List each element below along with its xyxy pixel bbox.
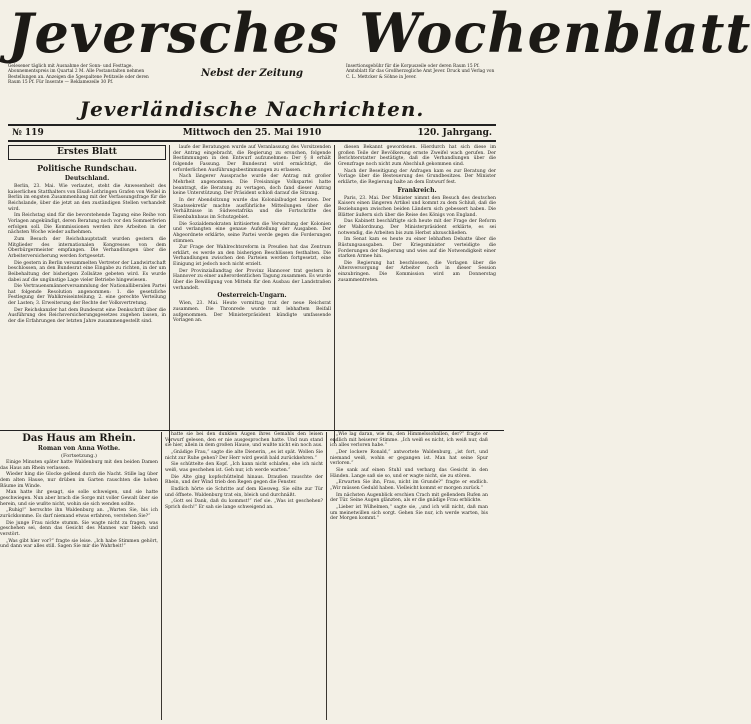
column-divider — [326, 432, 327, 720]
paragraph: „Gott sei Dank, daß du kommst!“ rief sie. „Was ist geschehen? Sprich doch!“ Er sah sie lange schweigend an. — [165, 499, 323, 510]
paragraph: Paris, 23. Mai. Der Minister nimmt den Besuch des deutschen Kaisers einen längeren Artikel und kommt zu dem Schluß, daß die Beziehungen zwischen beiden Ländern sich gebessert haben. Die Blätter äußern sich über die Reise des Königs von England. — [338, 195, 496, 218]
column-divider — [161, 432, 162, 720]
issue-year: 120. Jahrgang. — [417, 128, 492, 138]
masthead-nebst: Nebst der Zeitung — [201, 68, 303, 79]
feuilleton-column-2 — [165, 432, 323, 720]
paragraph: „Was gibt hier vor?“ fragte sie leise. „Ich habe Stimmen gehört, und dann war alles still. Sagen Sie mir die Wahrheit!“ — [0, 538, 158, 550]
paragraph: Die Alte ging kopfschüttelnd hinaus. Draußen rauschte der Rhein, und der Wind trieb den Regen gegen die Fenster. — [165, 474, 323, 486]
paragraph: Im Senat kam es heute zu einer lebhaften Debatte über die Rüstungsausgaben. Der Kriegsminister verteidigte die Forderungen der Regierung und wies auf die Notwendigkeit einer starken Armee hin. — [338, 237, 496, 260]
paragraph: „Erwarten Sie ihn, Frau, nicht im Grunde?“ fragte er endlich. „Wir müssen Geduld haben. Vielleicht kommt er morgen zurück.“ — [330, 480, 488, 491]
paragraph: Der Provinziallandtag der Provinz Hannover trat gestern in Hannover zu einer außerordentlichen Tagung zusammen. Es wurde über die Bewilligung von Mitteln für den Ausbau der Landstraßen verhandelt. — [173, 268, 331, 291]
masthead-subrow — [8, 64, 496, 98]
paragraph: Wien, 23. Mai. Heute vormittag trat der neue Reichsrat zusammen. Die Thronrede wurde mit lebhaftem Beifall aufgenommen. Der Ministerpräsident kündigte umfassende Vorlagen an. — [173, 301, 331, 324]
paragraph: In der Abendsitzung wurde das Kolonialbudget beraten. Der Staatssekretär machte ausführliche Mitteilungen über die Verhältnisse in Südwestafrika und die Fortschritte des Eisenbahnbaus im Schutzgebiet. — [173, 197, 331, 220]
paragraph: Berlin, 23. Mai. Wie verlautet, steht die Anwesenheit des kaiserlichen Statthalters von Elsaß-Lothringen Grafen von Wedel in Berlin im engsten Zusammenhang mit der Verfassungsfrage für die Reichslande, über die jetzt an den zuständigen Stellen verhandelt wird. — [8, 184, 166, 212]
column-divider — [334, 145, 335, 443]
section-france: Frankreich. — [397, 186, 437, 194]
feuilleton-author: Roman von Anna Wothe. — [37, 445, 121, 452]
feuilleton-column-1 — [0, 432, 158, 720]
paragraph: „Gnädige Frau,“ sagte die alte Dienerin, „es ist spät. Wollen Sie nicht zur Ruhe gehen? Der Herr wird gewiß bald zurückkehren.“ — [165, 449, 323, 461]
issue-info-bar — [8, 124, 496, 142]
imprint-right: Insertionsgebühr für die Korpuszeile oder deren Raum 15 Pf. Amtsblatt für das Großherzogliche Amt Jever. Druck und Verlag von C. L. Mettcker & Söhne in Jever. — [346, 64, 495, 80]
paragraph: Sie schüttelte den Kopf. „Ich kann nicht schlafen, ehe ich nicht weiß, was geschehen ist. Geh nur, ich werde warten.“ — [165, 462, 323, 473]
paragraph: Im nächsten Augenblick erschien Crach mit gellendem Rufen an der Tür. Seine Augen glänzten, als er die gnädige Frau erblickte. — [330, 492, 488, 504]
masthead-subtitle: Jeverländische Nachrichten. — [79, 97, 425, 121]
paragraph: Endlich hörte sie Schritte auf dem Kiesweg. Sie eilte zur Tür und öffnete. Waldenburg trat ein, bleich und durchnäßt. — [165, 486, 323, 498]
news-column-2 — [173, 145, 331, 443]
imprint-left: Gelesener täglich mit Ausnahme der Sonn- und Festtage. Abonnementspreis im Quartal 2 M. Alle Postanstalten nehmen Bestellungen an. Anzeigen die 5gespaltene Petitzeile oder deren Raum 15 Pf. Für Inserate — Reklamezeile 30 Pf. — [8, 64, 149, 86]
paragraph: Die Sozialdemokraten kritisierten die Verwaltung der Kolonien und verlangten eine genaue Aufstellung der Ausgaben. Der Abgeordnete erklärte, seine Partei werde gegen die Forderungen stimmen. — [173, 221, 331, 244]
feuilleton-divider — [0, 430, 504, 431]
paragraph: Die gestern in Berlin versammelten Vertreter der Landwirtschaft beschlossen, an den Bundesrat eine Eingabe zu richten, in der um Beibehaltung der bisherigen Zollsätze gebeten wird. Es wurde dabei auf die ungünstige Lage vieler Betriebe hingewiesen. — [8, 260, 166, 283]
paragraph: „Wie lag daran, wie du, den Himmelssohnllen, der?“ fragte er endlich mit heiserer Stimme. „Ich weiß es nicht, ich weiß nur, daß ich alles verloren habe.“ — [330, 432, 488, 449]
column-divider — [169, 145, 170, 443]
feuilleton-section — [0, 432, 504, 722]
paragraph: „Der lockere Ronald,“ antwortete Waldenburg, „ist fort, und niemand weiß, wohin er gegangen ist. Man hat seine Spur verloren.“ — [330, 449, 488, 467]
paragraph: diesen Bekannt gewordenen. Hierdurch hat sich diese im großen Teile der Bevölkerung ernste Zweifel wach gerufen. Der Berichterstatter bestätigte, daß die Verhandlungen über die Grenzfrage noch nicht zum Abschluß gekommen sind. — [338, 145, 496, 167]
news-column-3 — [338, 145, 496, 443]
paragraph: hatte sie bei den dunklen Augen ihres Gemahls den leisen Vorwurf gelesen, den er nie ausgesprochen hatte. Und nun stand sie hier, allein in dem großen Hause, und wußte nicht ein noch aus. — [165, 432, 323, 449]
paragraph: Das Kabinett beschäftigte sich heute mit der Frage der Reform der Wahlordnung. Der Ministerpräsident erklärte, es sei notwendig, die Arbeiten bis zum Herbst abzuschließen. — [338, 219, 496, 236]
paragraph: Die junge Frau nickte stumm. Sie wagte nicht zu fragen, was geschehen sei, denn das Gesicht des Mannes war bleich und verstört. — [0, 520, 158, 537]
news-column-1 — [8, 145, 166, 443]
feuilleton-column-3 — [330, 432, 488, 720]
paragraph: Wieder hing die Glocke gellend durch die Nacht. Stille lag über dem alten Hause, nur drüben im Garten rauschten die hohen Bäume im Winde. — [0, 472, 158, 489]
issue-date: Mittwoch den 25. Mai 1910 — [182, 128, 322, 138]
feuilleton-title: Das Haus am Rhein. — [22, 433, 136, 444]
feuilleton-continuation: (Fortsetzung.) — [61, 453, 97, 459]
section-austria: Oesterreich-Ungarn. — [217, 292, 287, 300]
paragraph: Im Reichstag sind für die bevorstehende Tagung eine Reihe von Vorlagen angekündigt, deren Beratung noch vor den Sommerferien erfolgen soll. Die Kommissionen werden ihre Arbeiten in der nächsten Woche wieder aufnehmen. — [8, 213, 166, 236]
paragraph: Nach längerer Aussprache wurde der Antrag mit großer Mehrheit angenommen. Die Freisinnige Volkspartei hatte beantragt, die Beratung zu vertagen, doch fand dieser Antrag keine Unterstützung. Der Präsident schloß darauf die Sitzung. — [173, 174, 331, 197]
paragraph: Einige Minuten später hatte Waldenburg mit den beiden Damen das Haus am Rhein verlassen. — [0, 460, 158, 471]
politics-heading: Politische Rundschau. — [37, 163, 137, 173]
section-germany: Deutschland. — [64, 175, 110, 182]
news-columns — [8, 145, 496, 445]
paragraph: Nach der Beseitigung der Anfragen kam es zur Beratung der Vorlage über die Besteuerung des Grundbesitzes. Der Minister erklärte, die Regierung halte an dem Entwurf fest. — [338, 168, 496, 185]
paragraph: Der Reichskanzler hat dem Bundesrat eine Denkschrift über die Ausführung des Reichsversicherungsgesetzes zugehen lassen, in der die Erfahrungen der letzten Jahre zusammengestellt sind. — [8, 307, 166, 325]
first-sheet-box: Erstes Blatt — [8, 145, 166, 160]
paragraph: „Lieber ist Wilhelmen,“ sagte sie, „und ich will nicht, daß man um meinetwillen sich sorgt. Gehen Sie nur, ich werde warten, bis der Morgen kommt.“ — [330, 504, 488, 522]
paragraph: „Ruhig!“ herrschte ihn Waldenburg an. „Warten Sie, bis ich zurückkomme. Es darf niemand etwas erfahren, verstehen Sie?“ — [0, 508, 158, 519]
paragraph: Zum Besuch der Reichshauptstadt wurden gestern die Mitglieder des internationalen Kongresses von dem Oberbürgermeister empfangen. Die Verhandlungen über die Arbeiterversicherung werden fortgesetzt. — [8, 236, 166, 259]
masthead-title: Jeversches Wochenblatt — [8, 1, 751, 65]
paragraph: Die Vertrauensmännerversammlung der Nationalliberalen Partei hat folgende Resolution angenommen: 1. die gesetzliche Festlegung der Wahlkreiseinteilung; 2. eine gerechte Verteilung der Lasten; 3. Erweiterung der Rechte der Volksvertretung. — [8, 284, 166, 307]
paragraph: Die Regierung hat beschlossen, die Vorlagen über die Altersversorgung der Arbeiter noch in dieser Session einzubringen. Die Kommission wird am Donnerstag zusammentreten. — [338, 260, 496, 283]
paragraph: Sie sank auf einen Stuhl und verbarg das Gesicht in den Händen. Lange saß sie so, und er wagte nicht, sie zu stören. — [330, 467, 488, 479]
paragraph: Man hatte ihr gesagt, sie solle schweigen, und sie hatte geschwiegen. Nun aber brach die Sorge mit voller Gewalt über sie herein, und sie wußte nicht, wohin sie sich wenden sollte. — [0, 490, 158, 507]
issue-number: № 119 — [12, 128, 44, 138]
paragraph: laufe der Beratungen wurde auf Veranlassung des Vorsitzenden der Antrag eingebracht, die Regierung zu ersuchen, folgende Bestimmungen in den Entwurf aufzunehmen: Der § 8 erhält folgende Fassung. Der Bundesrat wird ermächtigt, die erforderlichen Ausführungsbestimmungen zu erlassen. — [173, 145, 331, 173]
paragraph: Zur Frage der Wahlrechtsreform in Preußen hat das Zentrum erklärt, es werde an den bisherigen Beschlüssen festhalten. Die Verhandlungen zwischen den Parteien werden fortgesetzt, eine Einigung ist jedoch noch nicht erzielt. — [173, 245, 331, 268]
